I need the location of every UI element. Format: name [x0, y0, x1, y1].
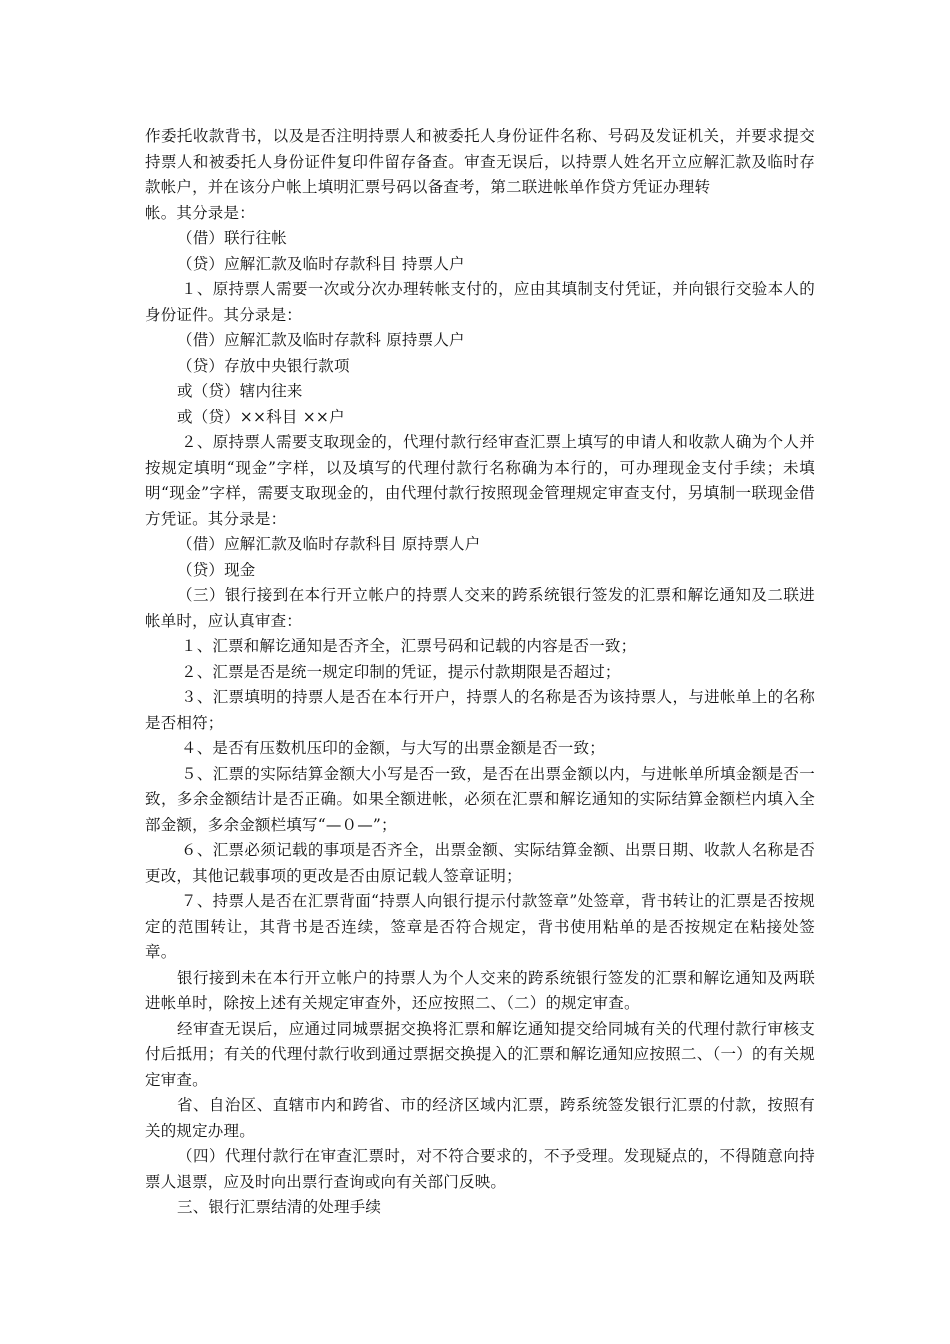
paragraph: （贷）存放中央银行款项: [177, 356, 350, 375]
paragraph: （借）应解汇款及临时存款科目 原持票人户: [177, 535, 481, 553]
paragraph: １、汇票和解讫通知是否齐全，汇票号码和记载的内容是否一致；: [181, 637, 637, 655]
paragraph: 银行接到未在本行开立帐户的持票人为个人交来的跨系统银行签发的汇票和解讫通知及两联进帐单时，除按上述有关规定审查外，还应按照二、（二）的规定审查。: [145, 968, 815, 1012]
paragraph: （四）代理付款行在审查汇票时，对不符合要求的，不予受理。发现疑点的，不得随意向持票人退票，应及时向出票行查询或向有关部门反映。: [145, 1147, 815, 1191]
paragraph: １、原持票人需要一次或分次办理转帐支付的，应由其填制支付凭证，并向银行交验本人的身份证件。其分录是：: [145, 280, 815, 324]
paragraph: （借）联行往帐: [177, 229, 287, 247]
paragraph: ３、汇票填明的持票人是否在本行开户，持票人的名称是否为该持票人，与进帐单上的名称是否相符；: [145, 688, 815, 732]
paragraph: ６、汇票必须记载的事项是否齐全，出票金额、实际结算金额、出票日期、收款人名称是否更改，其他记载事项的更改是否由原记载人签章证明；: [145, 841, 815, 885]
paragraph: （贷）现金: [177, 560, 256, 579]
paragraph: ７、持票人是否在汇票背面“持票人向银行提示付款签章”处签章，背书转让的汇票是否按规定的范围转让，其背书是否连续，签章是否符合规定，背书使用粘单的是否按规定在粘接处签章。: [145, 892, 815, 961]
paragraph: 经审查无误后，应通过同城票据交换将汇票和解讫通知提交给同城有关的代理付款行审核支付后抵用；有关的代理付款行收到通过票据交换提入的汇票和解讫通知应按照二、（一）的有关规定审查。: [145, 1019, 815, 1089]
paragraph: 或（贷）××科目 ××户: [177, 407, 345, 426]
paragraph: 帐。其分录是：: [145, 203, 255, 222]
paragraph: （三）银行接到在本行开立帐户的持票人交来的跨系统银行签发的汇票和解讫通知及二联进帐单时，应认真审查：: [145, 586, 815, 630]
paragraph: ２、汇票是否是统一规定印制的凭证，提示付款期限是否超过；: [181, 662, 621, 681]
document-body: [145, 124, 815, 1221]
paragraph: 省、自治区、直辖市内和跨省、市的经济区域内汇票，跨系统签发银行汇票的付款，按照有关的规定办理。: [145, 1096, 815, 1140]
paragraph: ４、是否有压数机压印的金额，与大写的出票金额是否一致；: [181, 739, 605, 757]
paragraph: 或（贷）辖内往来: [177, 382, 303, 400]
section-heading: 三、银行汇票结清的处理手续: [177, 1198, 382, 1216]
paragraph: （贷）应解汇款及临时存款科目 持票人户: [177, 254, 465, 273]
paragraph: ５、汇票的实际结算金额大小写是否一致，是否在出票金额以内，与进帐单所填金额是否一致，多余金额结计是否正确。如果全额进帐，必须在汇票和解讫通知的实际结算金额栏内填入全部金额，多余金额栏填写“—０—”；: [145, 764, 815, 834]
paragraph: ２、原持票人需要支取现金的，代理付款行经审查汇票上填写的申请人和收款人确为个人并按规定填明“现金”字样，以及填写的代理付款行名称确为本行的，可办理现金支付手续；未填明“现金”字样，需要支取现金的，由代理付款行按照现金管理规定审查支付，另填制一联现金借方凭证。其分录是：: [145, 433, 815, 528]
paragraph: （借）应解汇款及临时存款科 原持票人户: [177, 331, 465, 349]
paragraph: 作委托收款背书，以及是否注明持票人和被委托人身份证件名称、号码及发证机关，并要求提交持票人和被委托人身份证件复印件留存备查。审查无误后，以持票人姓名开立应解汇款及临时存款帐户，并在该分户帐上填明汇票号码以备查考，第二联进帐单作贷方凭证办理转: [145, 127, 815, 196]
